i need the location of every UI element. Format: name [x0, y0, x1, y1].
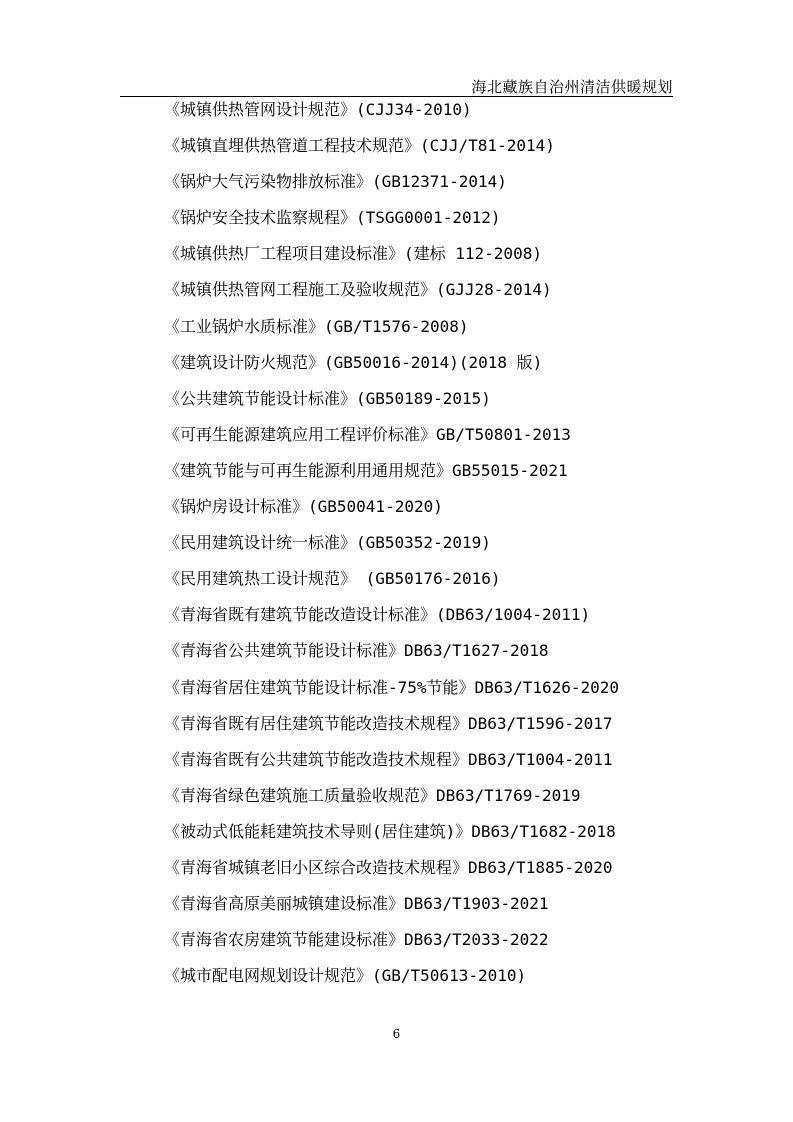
standards-list: [164, 96, 684, 998]
list-item: 《建筑设计防火规范》(GB50016-2014)(2018 版): [164, 352, 543, 372]
list-item: 《青海省既有建筑节能改造设计标准》(DB63/1004-2011): [164, 605, 591, 625]
list-item: 《青海省高原美丽城镇建设标准》DB63/T1903-2021: [164, 894, 549, 914]
list-item: 《青海省绿色建筑施工质量验收规范》DB63/T1769-2019: [164, 785, 581, 805]
list-item: 《城镇供热管网工程施工及验收规范》(GJJ28-2014): [164, 280, 552, 300]
list-item: 《工业锅炉水质标准》(GB/T1576-2008): [164, 316, 469, 336]
list-item: 《可再生能源建筑应用工程评价标准》GB/T50801-2013: [164, 424, 571, 444]
list-item: 《被动式低能耗建筑技术导则(居住建筑)》DB63/T1682-2018: [164, 821, 616, 841]
list-item: 《城镇供热厂工程项目建设标准》(建标 112-2008): [164, 244, 542, 264]
list-item: 《城市配电网规划设计规范》(GB/T50613-2010): [164, 966, 527, 986]
list-item: 《城镇供热管网设计规范》(CJJ34-2010): [164, 100, 472, 119]
list-item: 《锅炉安全技术监察规程》(TSGG0001-2012): [164, 208, 501, 228]
list-item: 《青海省城镇老旧小区综合改造技术规程》DB63/T1885-2020: [164, 857, 613, 877]
list-item: 《民用建筑热工设计规范》 (GB50176-2016): [164, 569, 501, 589]
list-item: 《建筑节能与可再生能源利用通用规范》GB55015-2021: [164, 460, 568, 480]
list-item: 《青海省居住建筑节能设计标准-75%节能》DB63/T1626-2020: [164, 677, 620, 697]
list-item: 《锅炉大气污染物排放标准》(GB12371-2014): [164, 172, 507, 192]
page-number: 6: [392, 1027, 401, 1041]
list-item: 《锅炉房设计标准》(GB50041-2020): [164, 497, 443, 517]
list-item: 《公共建筑节能设计标准》(GB50189-2015): [164, 388, 491, 408]
list-item: 《民用建筑设计统一标准》(GB50352-2019): [164, 533, 491, 553]
list-item: 《青海省既有居住建筑节能改造技术规程》DB63/T1596-2017: [164, 713, 613, 733]
list-item: 《青海省既有公共建筑节能改造技术规程》DB63/T1004-2011: [164, 749, 613, 769]
list-item: 《城镇直埋供热管道工程技术规范》(CJJ/T81-2014): [164, 136, 555, 156]
document-header-title: 海北藏族自治州清洁供暖规划: [471, 78, 673, 96]
list-item: 《青海省公共建筑节能设计标准》DB63/T1627-2018: [164, 641, 549, 661]
list-item: 《青海省农房建筑节能建设标准》DB63/T2033-2022: [164, 930, 549, 950]
